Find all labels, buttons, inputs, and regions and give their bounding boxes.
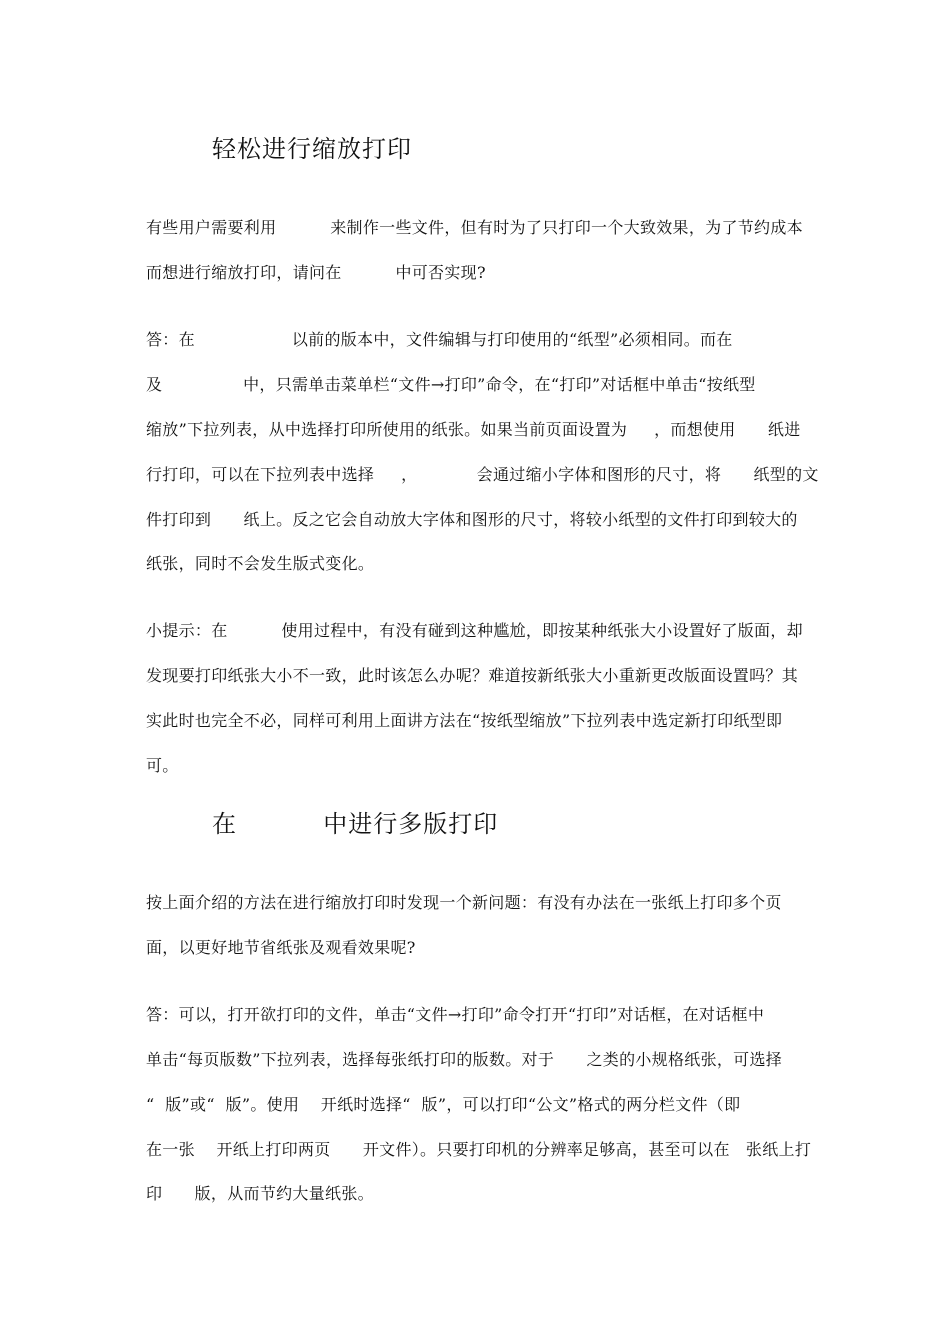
- answer-line-1: 答：可以，打开欲打印的文件，单击“文件→打印”命令打开“打印”对话框，在对话框中: [146, 1005, 765, 1024]
- tip-line-3: 实此时也完全不必，同样可利用上面讲方法在“按纸型缩放”下拉列表中选定新打印纸型即: [146, 711, 783, 730]
- answer-line-1: 答：在 以前的版本中，文件编辑与打印使用的“纸型”必须相同。而在: [146, 330, 733, 349]
- answer-line-4: 在一张 开纸上打印两页 开文件）。只要打印机的分辨率足够高，甚至可以在 张纸上打: [146, 1140, 812, 1159]
- tip-line-4: 可。: [146, 756, 179, 775]
- answer-line-6: 纸张，同时不会发生版式变化。: [146, 554, 375, 573]
- tip-line-1: 小提示：在 使用过程中，有没有碰到这种尴尬，即按某种纸张大小设置好了版面，却: [146, 621, 803, 640]
- question-line-1: 按上面介绍的方法在进行缩放打印时发现一个新问题：有没有办法在一张纸上打印多个页: [146, 893, 782, 912]
- answer-line-3: “ 版”或“ 版”。使用 开纸时选择“ 版”，可以打印“公文”格式的两分栏文件（即: [146, 1095, 741, 1114]
- answer-line-5: 印 版，从而节约大量纸张。: [146, 1184, 374, 1203]
- answer-line-4: 行打印，可以在下拉列表中选择 ， 会通过缩小字体和图形的尺寸，将 纸型的文: [146, 465, 819, 484]
- question-line-2: 面，以更好地节省纸张及观看效果呢?: [146, 938, 416, 957]
- answer-line-2: 单击“每页版数”下拉列表，选择每张纸打印的版数。对于 之类的小规格纸张，可选择: [146, 1050, 783, 1069]
- question-line-1: 有些用户需要利用 来制作一些文件，但有时为了只打印一个大致效果，为了节约成本: [146, 218, 803, 237]
- question-line-2: 而想进行缩放打印，请问在 中可否实现?: [146, 263, 486, 282]
- answer-line-3: 缩放”下拉列表，从中选择打印所使用的纸张。如果当前页面设置为 ，而想使用 纸进: [146, 420, 801, 439]
- answer-line-2: 及 中，只需单击菜单栏“文件→打印”命令，在“打印”对话框中单击“按纸型: [146, 375, 756, 394]
- section-heading-scaled-printing: 轻松进行缩放打印: [212, 135, 412, 163]
- tip-line-2: 发现要打印纸张大小不一致，此时该怎么办呢？难道按新纸张大小重新更改版面设置吗？其: [146, 666, 799, 685]
- section-heading-multi-page-printing: 在 中进行多版打印: [212, 810, 499, 838]
- answer-line-5: 件打印到 纸上。反之它会自动放大字体和图形的尺寸，将较小纸型的文件打印到较大的: [146, 510, 798, 529]
